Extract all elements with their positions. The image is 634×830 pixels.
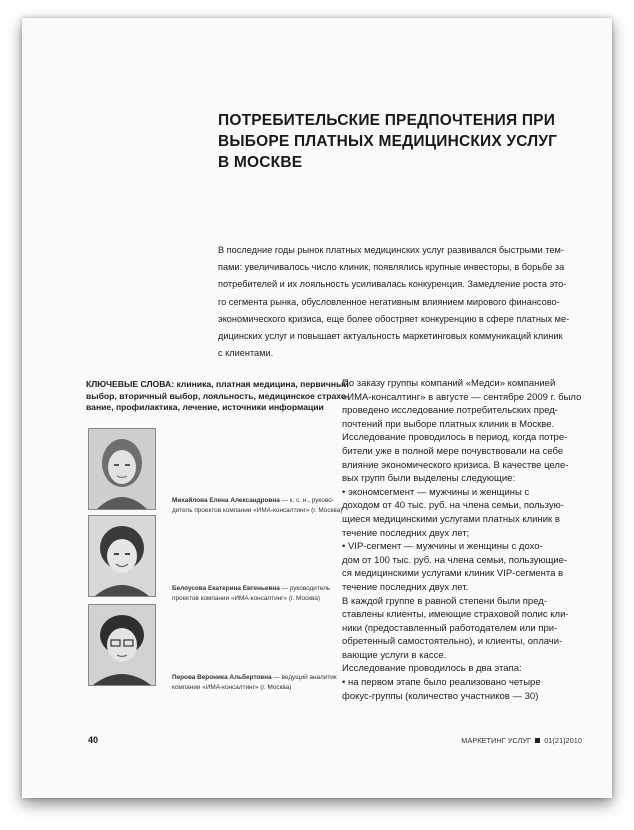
body-line: обретенный самостоятельно), и клиенты, оплачи-: [342, 636, 563, 648]
body-line: • экономсегмент — мужчины и женщины с: [342, 486, 530, 498]
lead-line: дицинских услуг и повышает актуальность маркетинговых коммуникаций клиник: [218, 331, 563, 342]
title-line: ВЫБОРЕ ПЛАТНЫХ МЕДИЦИНСКИХ УСЛУГ: [218, 133, 558, 150]
author-photo-mikhailova: [88, 428, 156, 510]
body-line: Исследование проводилось в два этапа:: [342, 663, 522, 675]
body-line: ники (предоставленный работодателем или при-: [342, 622, 558, 634]
body-line: проведено исследование потребительских пред-: [342, 405, 558, 417]
author-role: — руководитель: [279, 585, 331, 592]
lead-line: экономического кризиса, еще более обостряет конкуренцию в сфере платных ме-: [218, 313, 570, 324]
author-name: Михайлова Елена Александровна: [172, 497, 280, 504]
body-line: • VIP-сегмент — мужчины и женщины с дохо-: [342, 541, 543, 553]
lead-line: с клиентами.: [218, 348, 274, 359]
author-name: Белоусова Екатерина Евгеньевна: [172, 585, 280, 592]
author-caption-mikhailova: [172, 496, 352, 516]
author-caption-belousova: [172, 584, 352, 604]
document-page: [22, 18, 612, 798]
square-bullet-icon: [535, 738, 540, 743]
body-line: • на первом этапе было реализовано четыре: [342, 677, 541, 689]
journal-issue: 01(21)2010: [544, 736, 582, 745]
article-title: [218, 110, 598, 173]
author-photo-perova: [88, 604, 156, 686]
body-line: дом от 100 тыс. руб. на члена семьи, пользующие-: [342, 554, 568, 566]
body-line: почтений при выборе платных клиник в Москве.: [342, 418, 555, 430]
author-affiliation: компании «ИМА-консалтинг» (г. Москва): [172, 684, 292, 691]
title-line: ПОТРЕБИТЕЛЬСКИЕ ПРЕДПОЧТЕНИЯ ПРИ: [218, 112, 556, 129]
body-line: ставлены клиенты, имеющие страховой полис кли-: [342, 609, 569, 621]
body-line: Исследование проводилось в период, когда потре-: [342, 432, 568, 444]
author-role: — ведущий аналитик: [271, 674, 337, 681]
keywords: [86, 379, 349, 414]
body-line: фокус-группы (количество участников — 30): [342, 690, 539, 702]
body-line: доходом от 40 тыс. руб. на члена семьи, пользую-: [342, 500, 564, 512]
keywords-line: КЛЮЧЕВЫЕ СЛОВА: клиника, платная медицина, первичный: [86, 379, 349, 389]
article-body: [342, 377, 592, 703]
author-name: Перова Вероника Альбертовна: [172, 674, 272, 681]
journal-name: МАРКЕТИНГ УСЛУГ: [461, 736, 532, 745]
body-line: По заказу группы компаний «Медси» компанией: [342, 378, 556, 389]
body-line: щиеся медицинскими услугами платных клиник в: [342, 513, 560, 525]
author-role: — к. с. н., руково-: [279, 497, 334, 504]
body-line: «ИМА-консалтинг» в августе — сентябре 2009 г. было: [342, 391, 582, 403]
keywords-line: вание, профилактика, лечение, источники информации: [86, 402, 324, 413]
body-line: влияние экономического кризиса. В качестве целе-: [342, 459, 569, 471]
article-lead: [218, 242, 598, 362]
body-line: ся медицинскими услугами клиник VIP-сегмента в: [342, 568, 564, 580]
page-number: 40: [88, 735, 99, 745]
lead-line: пами: увеличивалось число клиник, появлялись крупные инвесторы, в борьбе за: [218, 262, 565, 273]
lead-line: го сегмента рынка, обусловленное негативным влиянием мирового финансово-: [218, 296, 560, 307]
body-line: вающие услуги в кассе.: [342, 649, 447, 661]
lead-line: потребителей и их лояльность усиливалась конкуренция. Замедление роста это-: [218, 279, 567, 290]
keywords-line: выбор, вторичный выбор, лояльность, медицинское страхо-: [86, 390, 349, 401]
journal-footer: [461, 736, 582, 745]
lead-line: В последние годы рынок платных медицинских услуг развивался быстрыми тем-: [218, 245, 564, 255]
author-affiliation: проектов компании «ИМА-консалтинг» (г. Москва): [172, 595, 320, 602]
author-photo-belousova: [88, 515, 156, 597]
body-line: бители уже в полной мере почувствовали на себе: [342, 445, 564, 457]
body-line: течение последних двух лет.: [342, 581, 469, 593]
author-caption-perova: [172, 673, 352, 693]
title-line: В МОСКВЕ: [218, 154, 303, 171]
body-line: В каждой группе в равной степени были пред-: [342, 595, 547, 607]
body-line: течение последних двух лет;: [342, 527, 470, 539]
body-line: вых групп были выделены следующие:: [342, 473, 516, 485]
author-affiliation: дитель проектов компании «ИМА-консалтинг» (г. Москва): [172, 507, 343, 514]
